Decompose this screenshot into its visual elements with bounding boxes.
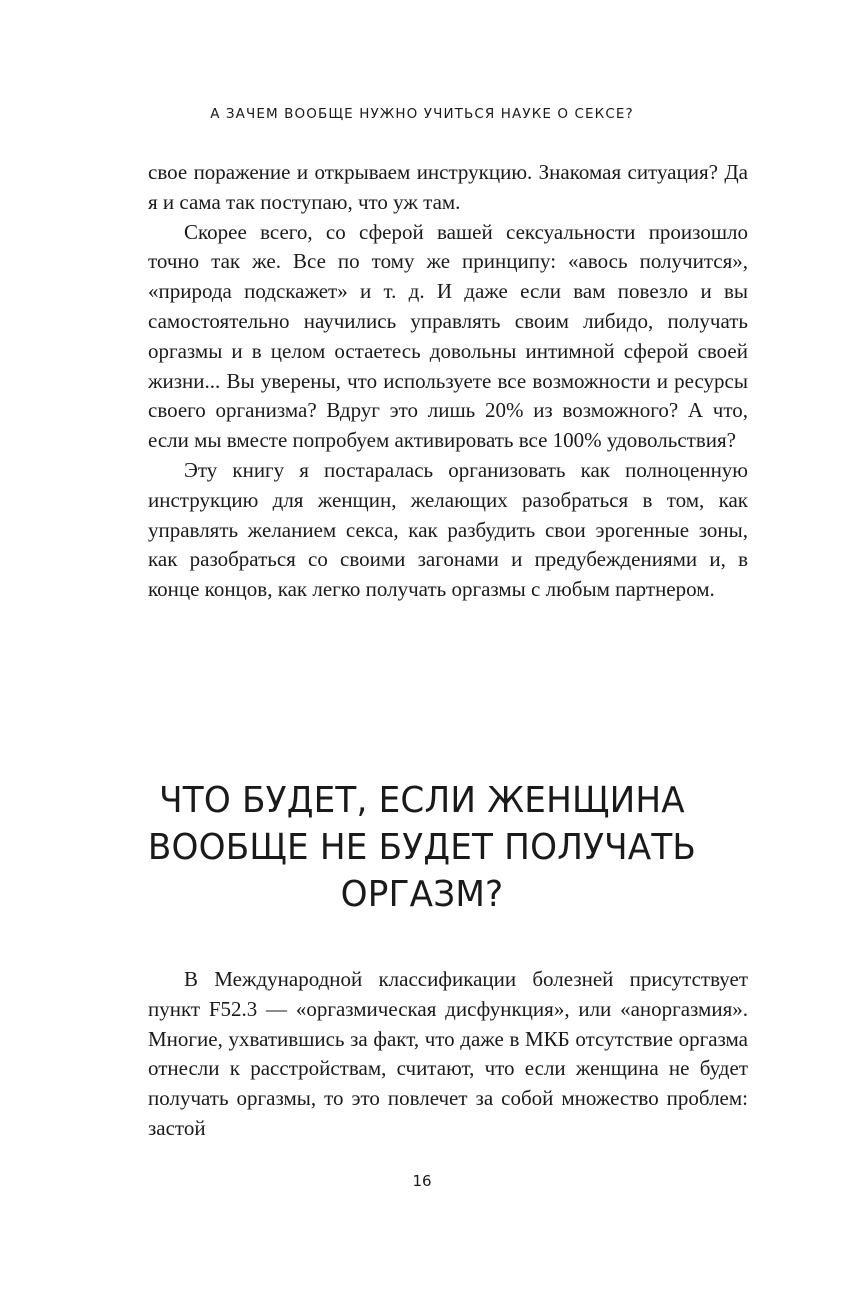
paragraph-icd-classification: В Международной классификации болезней присутствует пункт F52.3 — «оргазмическая дисфункция», или «аноргазмия». Многие, ухватившись за факт, что даже в МКБ отсутствие оргазма отнесли к расстройствам, считают, что если женщина не будет получать оргазмы, то это повлечет за собой множество проблем: застой: [148, 967, 748, 1140]
section-heading: ЧТО БУДЕТ, ЕСЛИ ЖЕНЩИНА ВООБЩЕ НЕ БУДЕТ ПОЛУЧАТЬ ОРГАЗМ?: [147, 780, 697, 915]
text-block-top: [148, 158, 748, 605]
running-head: А ЗАЧЕМ ВООБЩЕ НУЖНО УЧИТЬСЯ НАУКЕ О СЕКСЕ?: [210, 106, 634, 122]
paragraph-continued: свое поражение и открываем инструкцию. Знакомая ситуация? Да я и сама так поступаю, что уж там.: [148, 160, 748, 214]
paragraph-sexuality: Скорее всего, со сферой вашей сексуальности произошло точно так же. Все по тому же принципу: «авось получится», «природа подскажет» и т. д. И даже если вам повезло и вы самостоятельно научились управлять своим либидо, получать оргазмы и в целом остаетесь довольны интимной сферой своей жизни... Вы уверены, что используете все возможности и ресурсы своего организма? Вдруг это лишь 20% из возможного? А что, если мы вместе попробуем активировать все 100% удовольствия?: [148, 219, 748, 453]
page-number: 16: [412, 1172, 432, 1190]
text-block-bottom: [148, 965, 748, 1144]
paragraph-book-purpose: Эту книгу я постаралась организовать как полноценную инструкцию для женщин, желающих разобраться в том, как управлять желанием секса, как разбудить свои эрогенные зоны, как разобраться со своими загонами и предубеждениями и, в конце концов, как легко получать оргазмы с любым партнером.: [148, 457, 748, 602]
